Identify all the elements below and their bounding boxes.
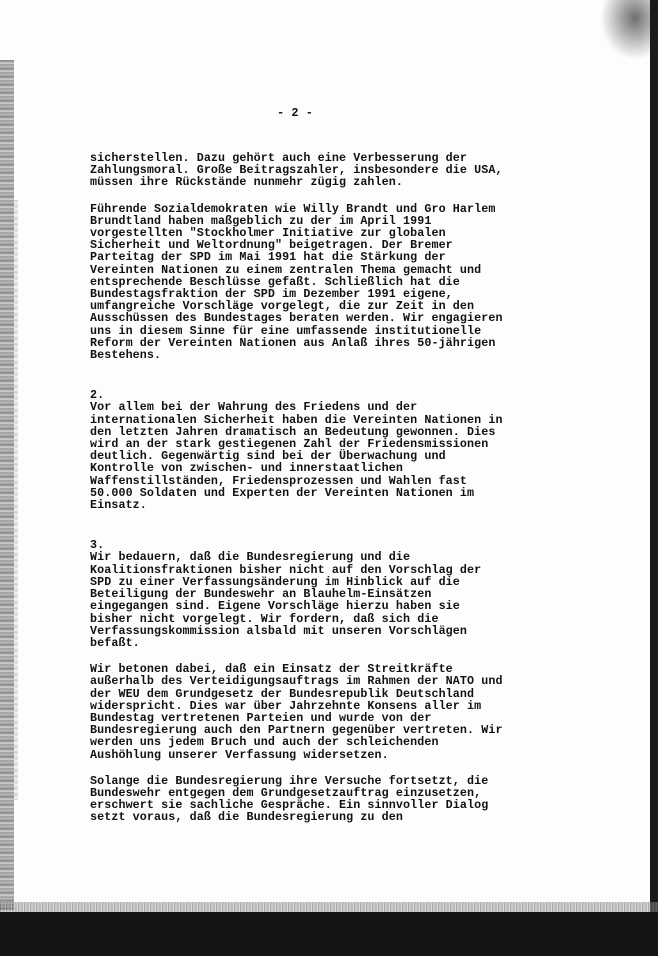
section-3 <box>90 539 520 649</box>
text-line: eingegangen sind. Eigene Vorschläge hierzu haben sie <box>90 599 460 614</box>
body-text <box>90 152 520 824</box>
text-line: sicherstellen. Dazu gehört auch eine Verbesserung der <box>90 151 468 165</box>
text-line: Verfassungskommission alsbald mit unseren Vorschlägen <box>90 623 468 638</box>
text-line: den letzten Jahren dramatisch an Bedeutung gewonnen. Dies <box>90 424 496 439</box>
text-line: Brundtland haben maßgeblich zu der im April 1991 <box>90 213 432 228</box>
scan-smudge-top-right <box>600 0 650 60</box>
scan-edge-bottom-fade <box>0 902 658 912</box>
text-line: uns in diesem Sinne für eine umfassende institutionelle <box>90 323 482 338</box>
text-line: Koalitionsfraktionen bisher nicht auf den Vorschlag der <box>90 562 482 577</box>
text-line: Einsatz. <box>90 498 147 513</box>
text-line: Bundestag vertretenen Parteien und wurde von der <box>90 710 432 725</box>
text-line: Parteitag der SPD im Mai 1991 hat die Stärkung der <box>90 250 446 265</box>
text-line: befaßt. <box>90 635 140 650</box>
text-line: Bundesregierung auch den Partnern gegenüber vertreten. Wir <box>90 723 503 738</box>
text-line: Beteiligung der Bundeswehr an Blauhelm-Einsätzen <box>90 587 432 602</box>
text-line: Vereinten Nationen zu einem zentralen Thema gemacht und <box>90 262 482 277</box>
text-line: Bundeswehr entgegen dem Grundgesetzauftrag einzusetzen, <box>90 785 482 800</box>
text-line: Kontrolle von zwischen- und innerstaatlichen <box>90 461 403 476</box>
text-line: Aushöhlung unserer Verfassung widersetzen. <box>90 747 389 762</box>
text-line: der WEU dem Grundgesetz der Bundesrepublik Deutschland <box>90 686 475 701</box>
text-line: vorgestellten "Stockholmer Initiative zur globalen <box>90 226 446 241</box>
text-line: Bestehens. <box>90 348 162 363</box>
text-line: 50.000 Soldaten und Experten der Vereinten Nationen im <box>90 485 475 500</box>
text-line: außerhalb des Verteidigungsauftrags im Rahmen der NATO und <box>90 674 503 689</box>
text-line: widerspricht. Dies war über Jahrzehnte Konsens aller im <box>90 698 482 713</box>
paragraph-2 <box>90 203 520 362</box>
text-line: Vor allem bei der Wahrung des Friedens und der <box>90 400 418 415</box>
section-number: 3. <box>90 538 105 553</box>
text-line: wird an der stark gestiegenen Zahl der Friedensmissionen <box>90 437 489 452</box>
scan-edge-bottom <box>0 912 658 956</box>
text-line: erschwert sie sachliche Gespräche. Ein sinnvoller Dialog <box>90 798 489 813</box>
paragraph-6 <box>90 663 520 761</box>
text-line: internationalen Sicherheit haben die Vereinten Nationen in <box>90 412 503 427</box>
text-line: Reform der Vereinten Nationen aus Anlaß ihres 50-jährigen <box>90 335 496 350</box>
text-line: Wir betonen dabei, daß ein Einsatz der Streitkräfte <box>90 662 453 677</box>
text-line: Solange die Bundesregierung ihre Versuche fortsetzt, die <box>90 773 489 788</box>
text-line: SPD zu einer Verfassungsänderung im Hinblick auf die <box>90 574 460 589</box>
scan-edge-left-inner <box>14 200 18 800</box>
text-line: umfangreiche Vorschläge vorgelegt, die zur Zeit in den <box>90 299 475 314</box>
scan-edge-left <box>0 60 14 910</box>
text-line: Waffenstillständen, Friedensprozessen und Wahlen fast <box>90 473 468 488</box>
paragraph-1 <box>90 152 520 189</box>
text-line: Wir bedauern, daß die Bundesregierung und die <box>90 550 411 565</box>
text-line: deutlich. Gegenwärtig sind bei der Überwachung und <box>90 449 446 464</box>
text-line: Ausschüssen des Bundestages beraten werden. Wir engagieren <box>90 311 503 326</box>
text-line: bisher nicht vorgelegt. Wir fordern, daß sich die <box>90 611 439 626</box>
text-line: werden uns jedem Bruch und auch der schleichenden <box>90 735 439 750</box>
page-number: - 2 - <box>276 106 313 120</box>
text-line: entsprechende Beschlüsse gefaßt. Schließlich hat die <box>90 274 460 289</box>
text-line: Zahlungsmoral. Große Beitragszahler, insbesondere die USA, <box>90 163 503 178</box>
paragraph-7 <box>90 775 520 824</box>
text-line: setzt voraus, daß die Bundesregierung zu den <box>90 810 403 825</box>
section-2 <box>90 389 520 511</box>
scan-edge-right <box>650 0 658 956</box>
text-line: Sicherheit und Weltordnung" beigetragen. Der Bremer <box>90 238 453 253</box>
text-line: Führende Sozialdemokraten wie Willy Brandt und Gro Harlem <box>90 201 496 216</box>
text-line: Bundestagsfraktion der SPD im Dezember 1991 eigene, <box>90 287 453 302</box>
text-line: müssen ihre Rückstände nunmehr zügig zahlen. <box>90 175 403 190</box>
section-number: 2. <box>90 388 105 403</box>
